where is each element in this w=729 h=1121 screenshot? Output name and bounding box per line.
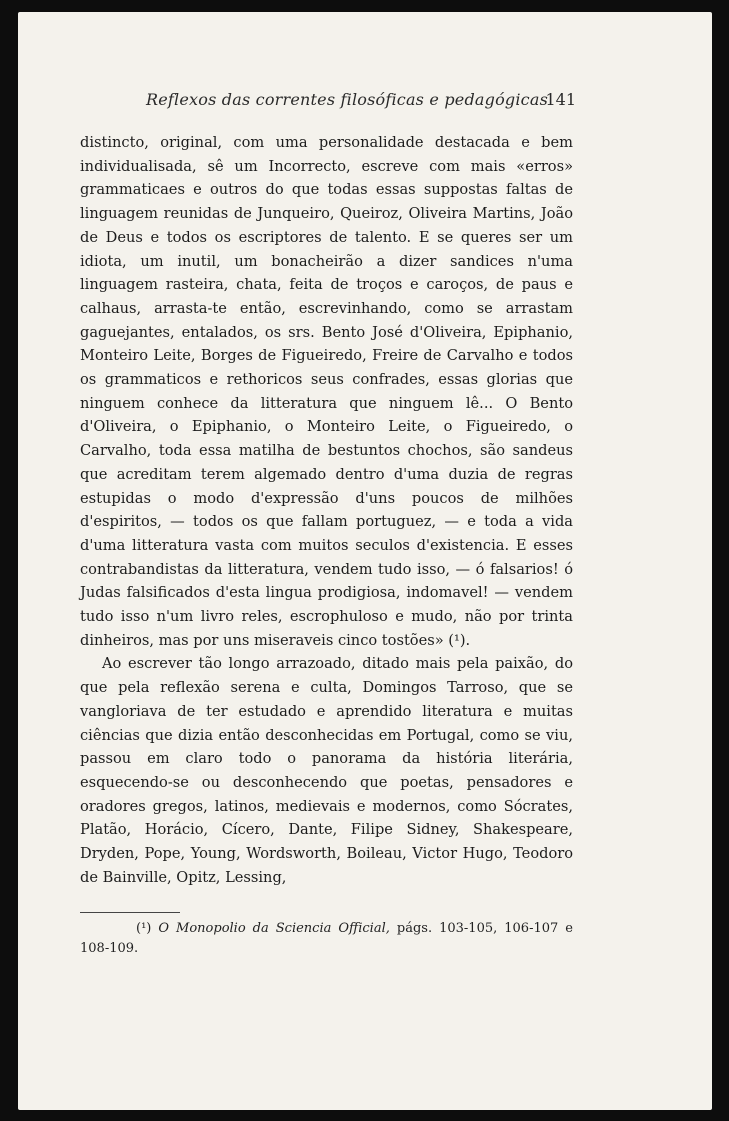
paragraph-1: distincto, original, com uma personalidade destacada e bem individualisada, sê um Incorrecto, escreve com mais «erros» grammaticaes e outros do que todas essas suppostas faltas de linguagem reunidas de Junqueiro, Queiroz, Oliveira Martins, João de Deus e todos os escriptores de talento. E se queres ser um idiota, um inutil, um bonacheirão a dizer sandices n'uma linguagem rasteira, chata, feita de troços e caroços, de paus e calhaus, arrasta-te então, escrevinhando, como se arrastam gaguejantes, entalados, os srs. Bento José d'Oliveira, Epiphanio, Monteiro Leite, Borges de Figueiredo, Freire de Carvalho e todos os grammaticos e rethoricos seus confrades, essas glorias que ninguem conhece da litteratura que ninguem lê... O Bento d'Oliveira, o Epiphanio, o Monteiro Leite, o Figueiredo, o Carvalho, toda essa matilha de bestuntos chochos, são sandeus que acreditam terem algemado dentro d'uma duzia de regras estupidas o modo d'expressão d'uns poucos de milhões d'espiritos, — todos os que fallam portuguez, — e toda a vida d'uma litteratura vasta com muitos seculos d'existencia. E esses contrabandistas da litteratura, vendem tudo isso, — ó falsarios! ó Judas falsificados d'esta lingua prodigiosa, indomavel! — vendem tudo isso n'um livro reles, escrophuloso e mudo, não por trinta dinheiros, mas por uns miseraveis cinco tostões» (¹). [80,134,573,649]
paragraph-2: Ao escrever tão longo arrazoado, ditado mais pela paixão, do que pela reflexão serena e culta, Domingos Tarroso, que se vangloriava de ter estudado e aprendido literatura e muitas ciências que dizia então desconhecidas em Portugal, como se viu, passou em claro todo o panorama da história literária, esquecendo-se ou desconhecendo que poetas, pensadores e oradores gregos, latinos, medievais e modernos, como Sócrates, Platão, Horácio, Cícero, Dante, Filipe Sidney, Shakespeare, Dryden, Pope, Young, Wordsworth, Boileau, Victor Hugo, Teodoro de Bainville, Opitz, Lessing, [80,655,573,886]
book-page [18,12,712,1110]
footnote [80,919,573,959]
page-number: 141 [545,90,576,109]
header-title: Reflexos das correntes filosóficas e pedagógicas [146,90,548,109]
body-text [80,131,573,890]
footnote-work-title: O Monopolio da Sciencia Official, [158,921,390,936]
footnote-text: págs. 103-105, 106-107 e 108-109. [80,921,573,956]
footnote-marker: (¹) [136,921,152,936]
running-header [146,90,576,114]
footnote-divider [80,912,180,913]
